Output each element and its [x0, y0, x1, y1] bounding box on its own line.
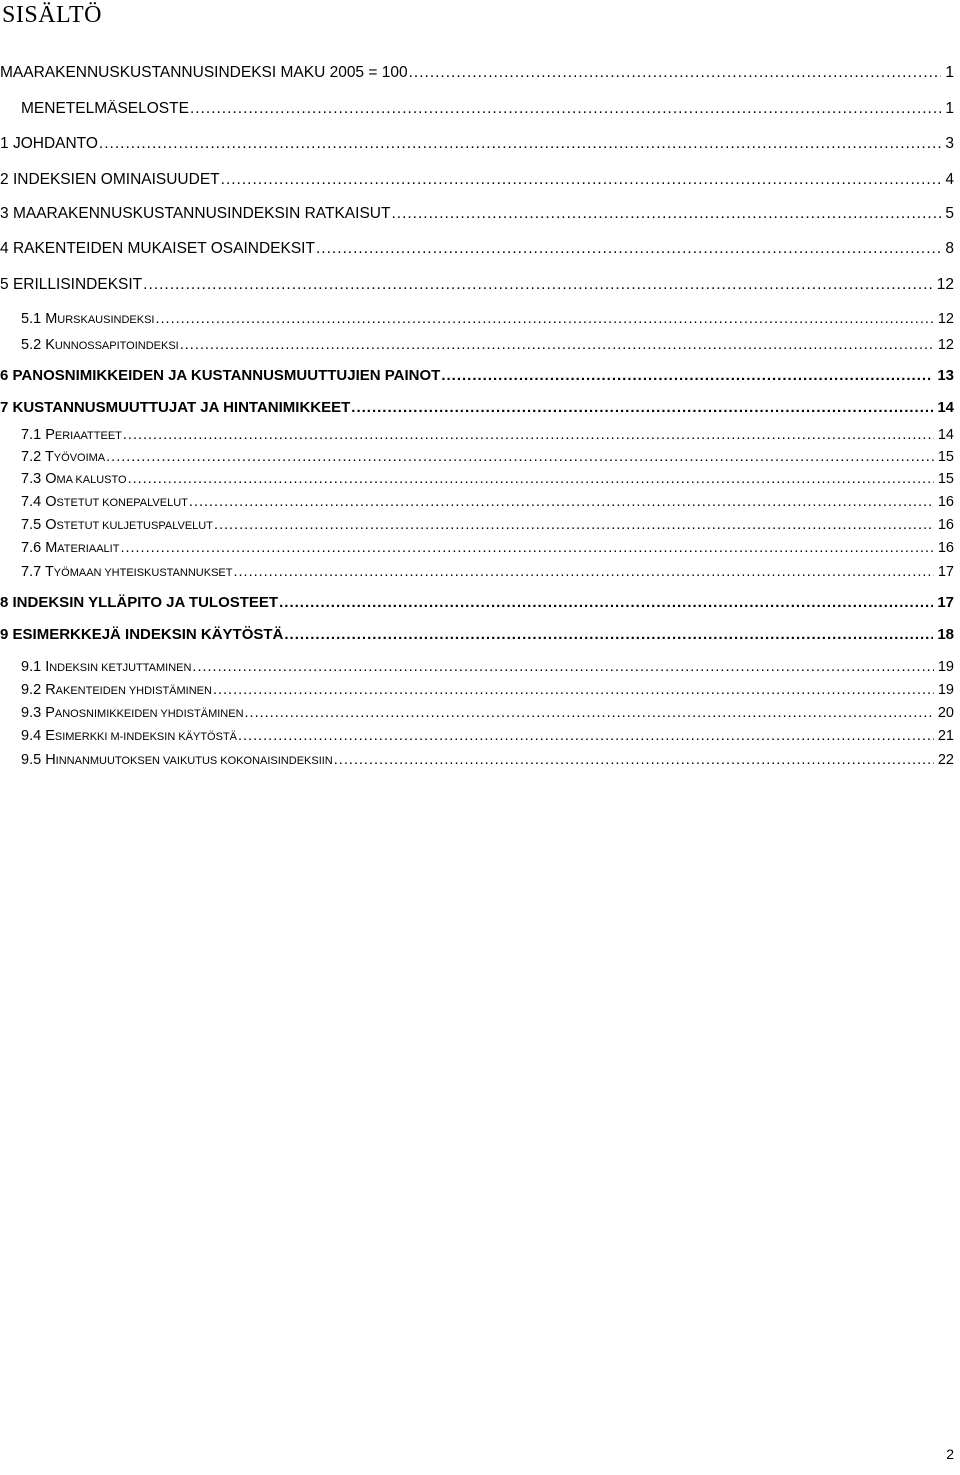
toc-entry-title [0, 135, 98, 153]
toc-entry-title [0, 337, 179, 353]
toc-entry-page: 22 [937, 752, 954, 768]
dot-leader [334, 752, 934, 768]
toc-entry-page: 14 [937, 427, 954, 443]
toc-entry-text: E [45, 728, 55, 744]
dot-leader [213, 682, 934, 698]
dot-leader [128, 471, 934, 487]
toc-entry-text-small-caps: ATERIAALIT [57, 543, 120, 555]
toc-entry-title [0, 705, 244, 721]
toc-entry-text-small-caps: MA KALUSTO [56, 474, 127, 486]
toc-entry-text-small-caps: SIMERKKI M-INDEKSIN KÄYTÖSTÄ [54, 731, 237, 743]
toc-entry-text: JOHDANTO [12, 135, 98, 152]
toc-entry-title [0, 594, 278, 611]
toc-entry-title [0, 564, 232, 580]
toc-entry-text: T [44, 564, 54, 580]
toc-entry[interactable] [0, 564, 960, 586]
toc-entry-number: 7.7 [21, 564, 45, 580]
toc-entry-text-small-caps: URSKAUSINDEKSI [57, 314, 155, 326]
toc-entry-page: 13 [937, 367, 954, 384]
toc-entry-title [0, 276, 142, 294]
toc-entry-page: 15 [937, 449, 954, 465]
toc-entry-number: 9.4 [21, 728, 46, 744]
toc-entry-title [0, 471, 127, 487]
toc-entry-title [0, 367, 440, 384]
toc-entry-text-small-caps: YÖVOIMA [53, 452, 106, 464]
dot-leader [351, 399, 933, 416]
toc-entry-page: 16 [937, 517, 954, 533]
toc-entry-page: 8 [945, 240, 954, 257]
dot-leader [441, 367, 933, 384]
toc-entry-page: 17 [937, 594, 954, 611]
toc-entry-text: MAARAKENNUSKUSTANNUSINDEKSI MAKU 2005 = 100 [0, 64, 408, 81]
toc-entry-text: O [45, 494, 57, 510]
toc-entry-text-small-caps: ANOSNIMIKKEIDEN YHDISTÄMINEN [54, 708, 244, 720]
dot-leader [190, 100, 941, 118]
toc-entry-number: 9 [0, 626, 13, 643]
toc-entry[interactable] [0, 728, 960, 750]
toc-entry-title [0, 100, 189, 118]
toc-entry-text: INDEKSIN YLLÄPITO JA TULOSTEET [12, 594, 279, 611]
dot-leader [279, 594, 933, 611]
toc-entry-page: 1 [945, 100, 954, 117]
toc-entry[interactable] [0, 705, 960, 727]
toc-entry-page: 12 [936, 276, 954, 293]
toc-entry[interactable] [0, 240, 960, 262]
toc-entry[interactable] [0, 659, 960, 681]
page-title: SISÄLTÖ [2, 2, 102, 28]
toc-entry-text: H [45, 752, 56, 768]
dot-leader [123, 427, 934, 443]
dot-leader [245, 705, 934, 721]
toc-entry-number: 7.2 [21, 449, 45, 465]
toc-entry-number: 4 [0, 240, 13, 257]
toc-entry-page: 1 [945, 64, 954, 81]
toc-entry[interactable] [0, 626, 960, 648]
dot-leader [221, 171, 942, 189]
toc-entry[interactable] [0, 135, 960, 157]
dot-leader [284, 626, 933, 643]
toc-entry-text: R [45, 682, 56, 698]
toc-entry[interactable] [0, 752, 960, 774]
toc-entry-number: 5.1 [21, 311, 46, 327]
dot-leader [409, 64, 942, 82]
toc-entry-title [0, 311, 154, 327]
dot-leader [189, 494, 934, 510]
toc-entry[interactable] [0, 540, 960, 562]
dot-leader [120, 540, 933, 556]
toc-entry[interactable] [0, 494, 960, 516]
toc-entry-text-small-caps: UNNOSSAPITOINDEKSI [54, 340, 179, 352]
toc-entry-title [0, 399, 350, 416]
toc-entry-text: MAARAKENNUSKUSTANNUSINDEKSIN RATKAISUT [12, 205, 391, 222]
toc-entry-text: T [44, 449, 54, 465]
toc-entry-page: 12 [937, 311, 954, 327]
toc-entry-number: 9.3 [21, 705, 46, 721]
dot-leader [180, 337, 934, 353]
toc-entry-page: 4 [945, 171, 954, 188]
toc-entry[interactable] [0, 427, 960, 449]
toc-entry-text-small-caps: NDEKSIN KETJUTTAMINEN [49, 662, 192, 674]
toc-entry-number: 7.5 [21, 517, 46, 533]
toc-entry-text: MENETELMÄSELOSTE [21, 100, 189, 117]
toc-entry-number: 3 [0, 205, 13, 222]
toc-entry-text-small-caps: ERIAATTEET [54, 430, 122, 442]
toc-entry-text-small-caps: AKENTEIDEN YHDISTÄMINEN [55, 685, 212, 697]
toc-entry-text-small-caps: STETUT KULJETUSPALVELUT [56, 520, 213, 532]
toc-entry[interactable] [0, 64, 960, 86]
toc-entry-title [0, 205, 390, 223]
toc-entry[interactable] [0, 517, 960, 539]
toc-entry-page: 15 [937, 471, 954, 487]
toc-entry-text: O [45, 471, 57, 487]
toc-entry-page: 14 [937, 399, 954, 416]
toc-entry-title [0, 659, 191, 675]
toc-entry-page: 19 [937, 659, 954, 675]
page-number: 2 [946, 1446, 954, 1462]
toc-entry-number: 9.5 [21, 752, 46, 768]
toc-entry-text: INDEKSIEN OMINAISUUDET [12, 171, 220, 188]
toc-entry[interactable] [0, 594, 960, 616]
toc-entry[interactable] [0, 337, 960, 359]
toc-entry-text: M [45, 311, 58, 327]
toc-entry-number: 5 [0, 276, 13, 293]
dot-leader [155, 311, 933, 327]
toc-entry-page: 16 [937, 540, 954, 556]
toc-entry-number: 7.3 [21, 471, 46, 487]
toc-entry-text: RAKENTEIDEN MUKAISET OSAINDEKSIT [12, 240, 315, 257]
toc-entry-title [0, 494, 188, 510]
dot-leader [316, 240, 941, 258]
toc-entry[interactable] [0, 471, 960, 493]
toc-entry[interactable] [0, 276, 960, 298]
toc-entry-title [0, 540, 119, 556]
dot-leader [106, 449, 934, 465]
toc-entry-text: M [45, 540, 58, 556]
toc-entry[interactable] [0, 682, 960, 704]
toc-entry-text: ESIMERKKEJÄ INDEKSIN KÄYTÖSTÄ [12, 626, 284, 643]
toc-entry-title [0, 449, 105, 465]
toc-entry-title [0, 728, 237, 744]
toc-entry-number: 1 [0, 135, 13, 152]
toc-entry-text: K [45, 337, 55, 353]
toc-entry-number: 9.2 [21, 682, 46, 698]
toc-entry-number: 2 [0, 171, 13, 188]
toc-entry-number: 7 [0, 399, 13, 416]
toc-entry-page: 19 [937, 682, 954, 698]
toc-entry-text-small-caps: STETUT KONEPALVELUT [56, 497, 188, 509]
dot-leader [391, 205, 941, 223]
toc-entry[interactable] [0, 367, 960, 389]
dot-leader [143, 276, 933, 294]
toc-entry[interactable] [0, 399, 960, 421]
toc-entry-number: 7.4 [21, 494, 46, 510]
toc-entry-title [0, 427, 122, 443]
toc-entry-number: 9.1 [21, 659, 46, 675]
toc-entry-title [0, 626, 283, 643]
toc-entry-text: P [45, 705, 55, 721]
toc-entry-page: 17 [937, 564, 954, 580]
toc-entry-title [0, 682, 212, 698]
dot-leader [99, 135, 941, 153]
toc-entry-title [0, 171, 220, 189]
toc-entry-title [0, 64, 408, 82]
toc-entry-page: 20 [937, 705, 954, 721]
toc-entry-text-small-caps: INNANMUUTOKSEN VAIKUTUS KOKONAISINDEKSIIN [55, 755, 333, 767]
toc-entry[interactable] [0, 311, 960, 333]
dot-leader [233, 564, 933, 580]
toc-entry-title [0, 752, 333, 768]
toc-entry-page: 16 [937, 494, 954, 510]
toc-entry[interactable] [0, 171, 960, 193]
toc-entry-number: 7.6 [21, 540, 46, 556]
toc-entry-text: PANOSNIMIKKEIDEN JA KUSTANNUSMUUTTUJIEN PAINOT [12, 367, 441, 384]
toc-entry[interactable] [0, 100, 960, 122]
toc-entry-page: 21 [937, 728, 954, 744]
toc-entry-number: 7.1 [21, 427, 46, 443]
dot-leader [192, 659, 933, 675]
toc-entry-text: P [45, 427, 55, 443]
toc-entry-text: ERILLISINDEKSIT [12, 276, 143, 293]
toc-entry-page: 3 [945, 135, 954, 152]
dot-leader [214, 517, 934, 533]
toc-entry-title [0, 517, 213, 533]
toc-entry-page: 12 [937, 337, 954, 353]
toc-entry-number: 8 [0, 594, 13, 611]
toc-entry-text-small-caps: YÖMAAN YHTEISKUSTANNUKSET [53, 567, 233, 579]
toc-entry-text: KUSTANNUSMUUTTUJAT JA HINTANIMIKKEET [12, 399, 351, 416]
toc-entry[interactable] [0, 205, 960, 227]
toc-entry-text: I [45, 659, 50, 675]
toc-entry-title [0, 240, 315, 258]
toc-entry-page: 5 [945, 205, 954, 222]
dot-leader [238, 728, 934, 744]
toc-entry-text: O [45, 517, 57, 533]
toc-entry-page: 18 [937, 626, 954, 643]
toc-entry[interactable] [0, 449, 960, 471]
toc-entry-number: 6 [0, 367, 13, 384]
toc-entry-number: 5.2 [21, 337, 46, 353]
